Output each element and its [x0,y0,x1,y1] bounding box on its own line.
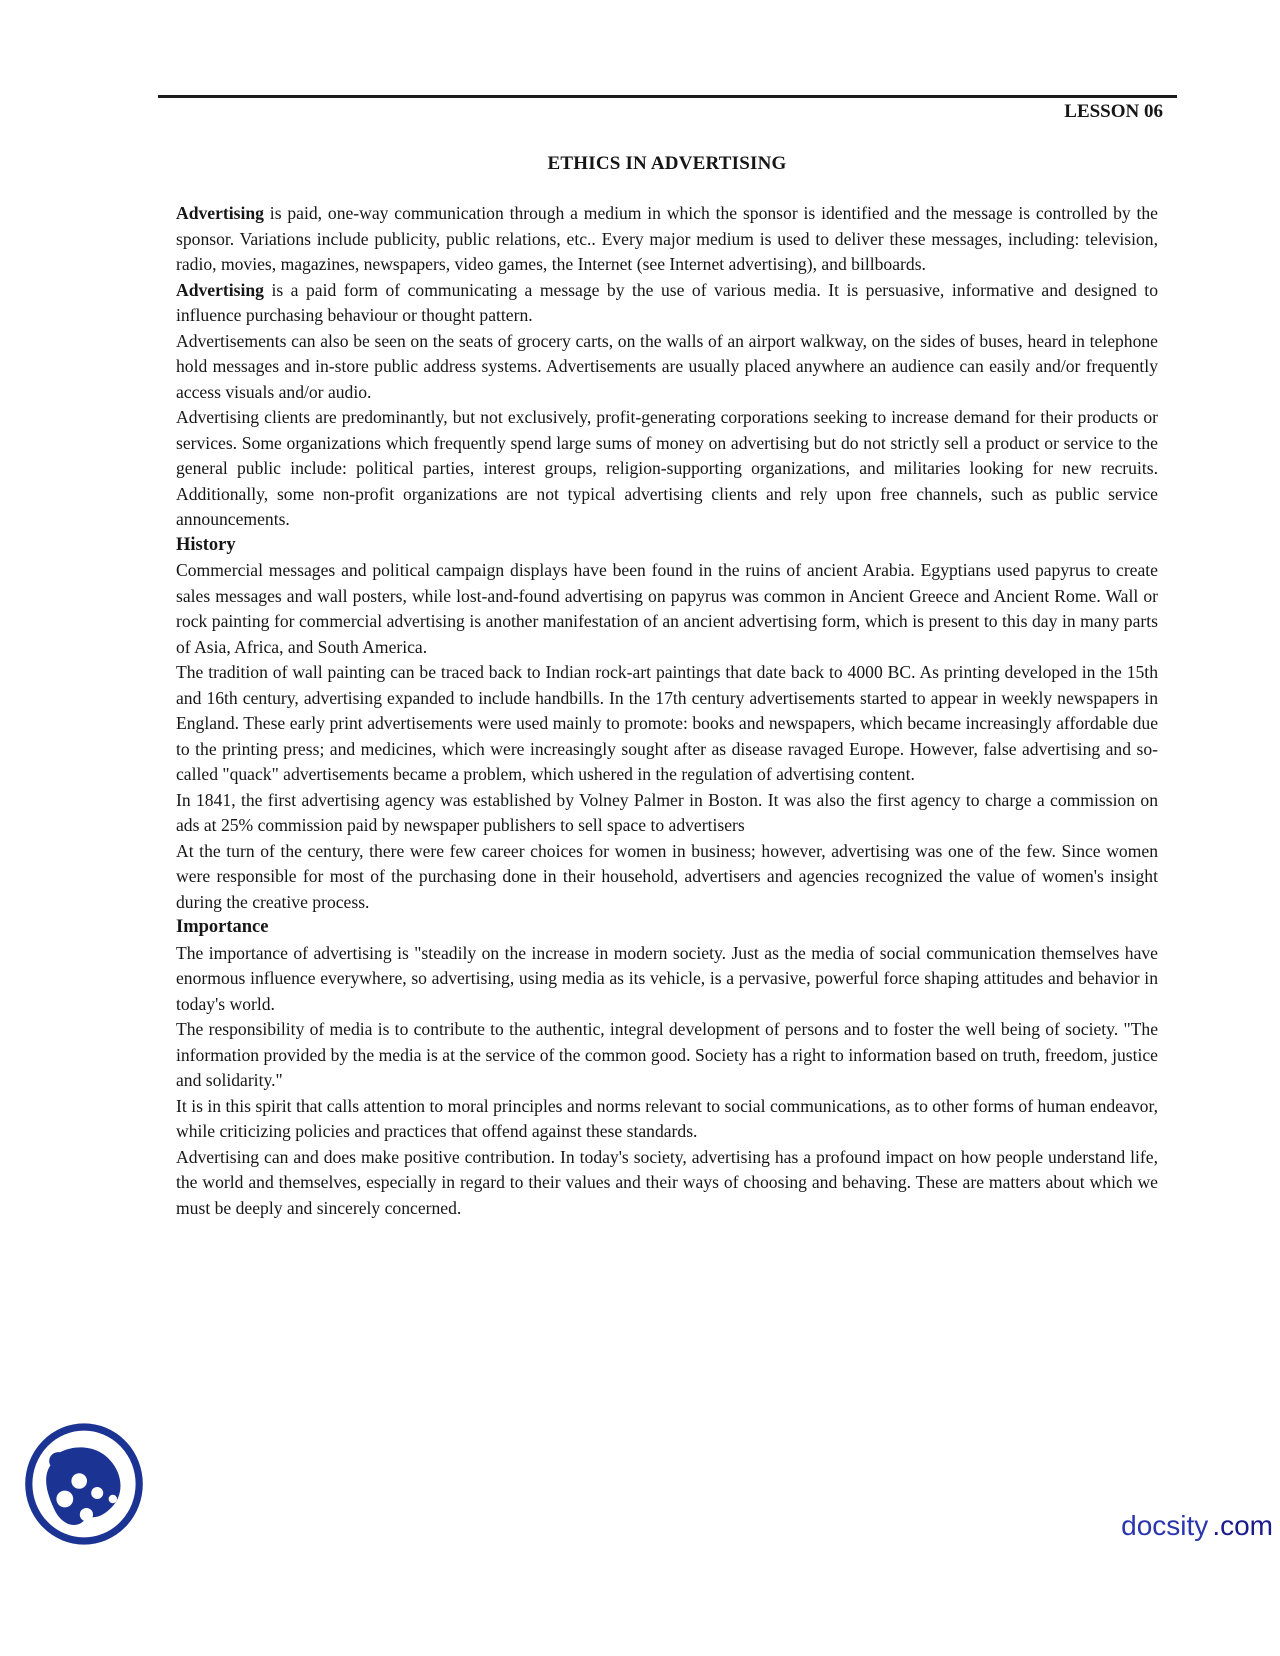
intro-paragraph-2 [176,278,1158,329]
history-paragraph-1: Commercial messages and political campaign displays have been found in the ruins of ancient Arabia. Egyptians used papyrus to create sales messages and wall posters, while lost-and-found advertising on papyrus was common in Ancient Greece and Ancient Rome. Wall or rock painting for commercial advertising is another manifestation of an ancient advertising form, which is present to this day in many parts of Asia, Africa, and South America. [176,560,1158,657]
intro-paragraph-1-text: is paid, one-way communication through a medium in which the sponsor is identified and the message is controlled by the sponsor. Variations include publicity, public relations, etc.. Every major medium is used to deliver these messages, including: television, radio, movies, magazines, newspapers, video games, the Internet (see Internet advertising), and billboards. [176,203,1158,274]
section-heading-history: History [176,534,236,555]
importance-paragraph-1: The importance of advertising is "steadily on the increase in modern society. Just as the media of social communication themselves have enormous influence everywhere, so advertising, using media as its vehicle, is a pervasive, powerful force shaping attitudes and behavior in today's world. [176,942,1158,1014]
docsity-brand-name: docsity [1121,1510,1209,1541]
lesson-number: LESSON 06 [1064,101,1163,122]
intro-paragraph-1 [176,201,1158,278]
intro-paragraph-4: Advertising clients are predominantly, but not exclusively, profit-generating corporations seeking to increase demand for their products or services. Some organizations which frequently spend large sums of money on advertising but do not strictly sell a product or service to the general public include: political parties, interest groups, religion-supporting organizations, and militaries looking for new recruits. Additionally, some non-profit organizations are not typical advertising clients and rely upon free channels, such as public service announcements. [176,407,1158,529]
intro-paragraph-2-lead: Advertising [176,279,264,300]
docsity-brand-link [1121,1510,1273,1542]
history-paragraph-4: At the turn of the century, there were few career choices for women in business; however, advertising was one of the few. Since women were responsible for most of the purchasing done in their household, advertisers and agencies recognized the value of women's insight during the creative process. [176,840,1158,912]
page-title: ETHICS IN ADVERTISING [547,153,787,174]
history-paragraph-3: In 1841, the first advertising agency was established by Volney Palmer in Boston. It was also the first agency to charge a commission on ads at 25% commission paid by newspaper publishers to sell space to advertisers [176,789,1158,835]
docsity-brand-tld: .com [1212,1510,1273,1541]
intro-paragraph-2-text: is a paid form of communicating a message by the use of various media. It is persuasive, informative and designed to influence purchasing behaviour or thought pattern. [176,279,1158,325]
section-heading-importance: Importance [176,917,269,937]
intro-paragraph-1-lead: Advertising [176,203,264,223]
document-body [176,201,1158,1221]
importance-paragraph-4: Advertising can and does make positive contribution. In today's society, advertising has a profound impact on how people understand life, the world and themselves, especially in regard to their values and their ways of choosing and behaving. These are matters about which we must be deeply and sincerely concerned. [176,1146,1158,1218]
docsity-logo-icon [24,1422,144,1546]
importance-paragraph-2: The responsibility of media is to contribute to the authentic, integral development of persons and to foster the well being of society. "The information provided by the media is at the service of the common good. Society has a right to information based on truth, freedom, justice and solidarity." [176,1019,1158,1090]
importance-paragraph-3: It is in this spirit that calls attention to moral principles and norms relevant to social communications, as to other forms of human endeavor, while criticizing policies and practices that offend against these standards. [176,1095,1158,1141]
header-rule [158,95,1177,98]
intro-paragraph-3: Advertisements can also be seen on the seats of grocery carts, on the walls of an airport walkway, on the sides of buses, heard in telephone hold messages and in-store public address systems. Advertisements are usually placed anywhere an audience can easily and/or frequently access visuals and/or audio. [176,330,1158,402]
history-paragraph-2: The tradition of wall painting can be traced back to Indian rock-art paintings that date back to 4000 BC. As printing developed in the 15th and 16th century, advertising expanded to include handbills. In the 17th century advertisements started to appear in weekly newspapers in England. These early print advertisements were used mainly to promote: books and newspapers, which became increasingly affordable due to the printing press; and medicines, which were increasingly sought after as disease ravaged Europe. However, false advertising and so-called "quack" advertisements became a problem, which ushered in the regulation of advertising content. [176,662,1158,784]
